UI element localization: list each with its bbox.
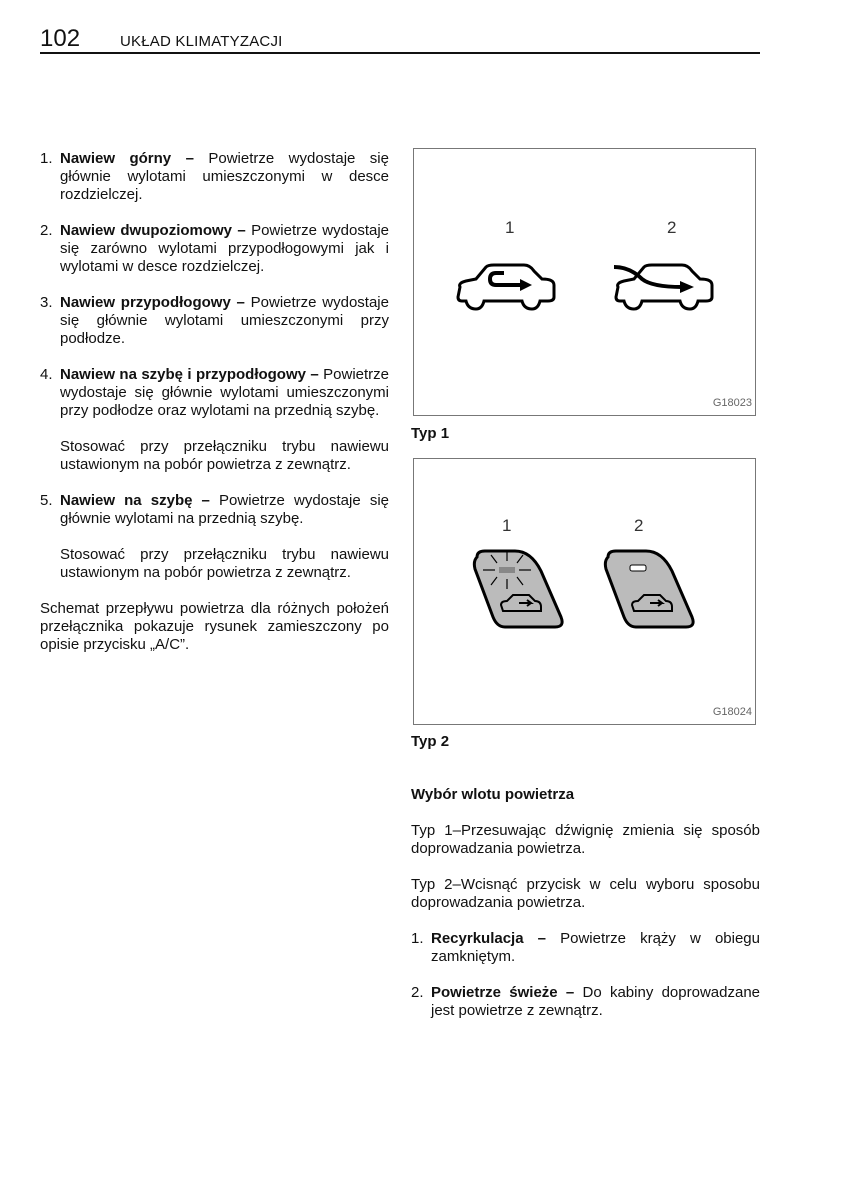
figure-label: 2 [634,516,644,535]
header-rule [40,52,760,54]
right-column [411,786,760,1038]
item-term: Nawiew na szybę – [60,492,210,509]
figure-type2 [413,458,756,725]
recirculation-button [600,547,710,637]
item-number: 4. [40,366,53,383]
list-item [40,150,389,204]
list-item [40,294,389,348]
section-title: UKŁAD KLIMATYZACJI [120,33,283,50]
figure-label: 1 [502,516,512,535]
item-text: Powietrze wydostaje się głównie wylotami umieszczonymi przy podłodze oraz wylotami na przednią szybę. [60,366,389,419]
item-term: Nawiew przypodłogowy – [60,294,245,311]
item-text: Powietrze krąży w obiegu zamkniętym. [431,930,760,965]
list-item [411,930,760,966]
item-term: Nawiew na szybę i przypodłogowy – [60,366,319,383]
figure-label: 2 [667,218,677,237]
item-number: 1. [40,150,53,167]
figure-code: G18023 [712,397,752,409]
item-number: 1. [411,930,424,947]
item-note: Stosować przy przełączniku trybu nawiewu ustawionym na pobór powietrza z zewnątrz. [60,546,389,581]
item-number: 3. [40,294,53,311]
page-number: 102 [40,25,81,52]
section-heading: Wybór wlotu powietrza [411,786,575,803]
fresh-air-car-icon [612,259,722,314]
list-item [40,366,389,420]
list-item [40,492,389,528]
figure-label: 1 [505,218,515,237]
item-term: Recyrkulacja – [431,930,547,947]
item-term: Powietrze świeże – [431,984,575,1001]
item-number: 5. [40,492,53,509]
figure-type1 [413,148,756,416]
closing-paragraph: Schemat przepływu powietrza dla różnych położeń przełącznika pokazuje rysunek zamieszczony po opisie przycisku „A/C”. [40,600,389,653]
figure-caption: Typ 1 [411,425,450,442]
item-text: Powietrze wydostaje się zarówno wylotami przypodłogowymi jak i wylotami w desce rozdzielczej. [60,222,389,275]
item-text: Do kabiny doprowadzane jest powietrze z zewnątrz. [431,984,761,1019]
list-item [40,222,389,276]
type1-paragraph: Typ 1–Przesuwając dźwignię zmienia się sposób doprowadzania powietrza. [411,822,760,857]
item-term: Nawiew górny – [60,150,194,167]
recirculation-car-icon [454,259,564,314]
figure-caption: Typ 2 [411,733,450,750]
figure-code: G18024 [712,706,752,718]
item-number: 2. [411,984,424,1001]
item-note: Stosować przy przełączniku trybu nawiewu ustawionym na pobór powietrza z zewnątrz. [60,438,389,473]
item-number: 2. [40,222,53,239]
recirculation-button-lit [469,547,579,637]
item-term: Nawiew dwupoziomowy – [60,222,246,239]
type2-paragraph: Typ 2–Wcisnąć przycisk w celu wyboru sposobu doprowadzania powietrza. [411,876,760,911]
left-column [40,150,389,672]
item-text: Powietrze wydostaje się głównie wylotami na przednią szybę. [60,492,389,527]
list-item [411,984,760,1020]
item-text: Powietrze wydostaje się głównie wylotami umieszczonymi przy podłodze. [60,294,389,347]
item-text: Powietrze wydostaje się głównie wylotami umieszczonymi w desce rozdzielczej. [60,150,389,203]
